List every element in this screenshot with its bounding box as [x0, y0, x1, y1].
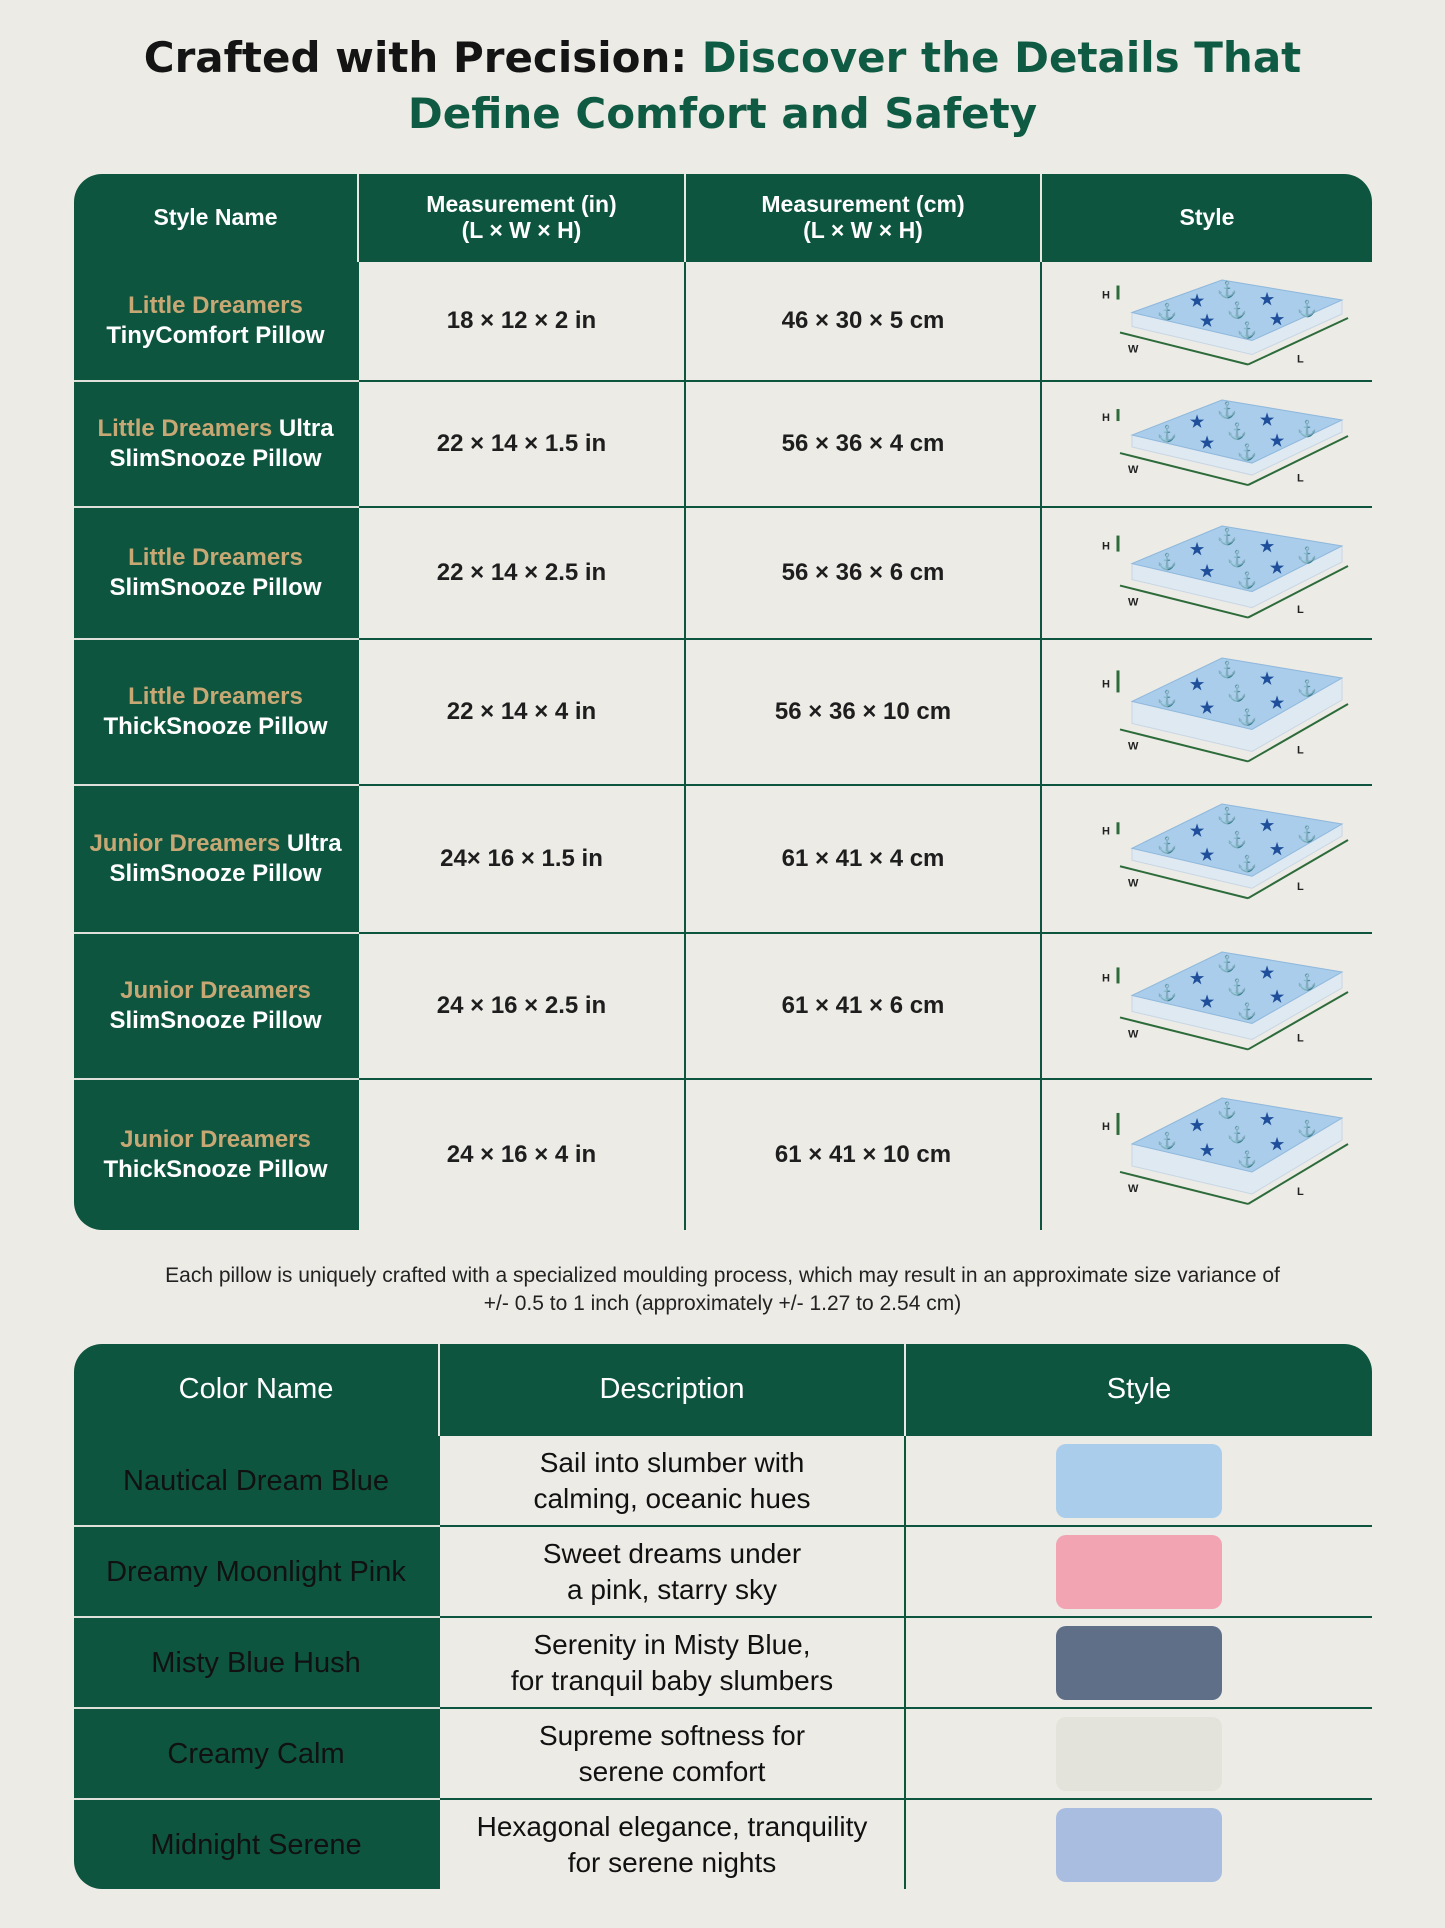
header-measurement-cm-unit: (L × W × H)	[803, 217, 923, 243]
measurement-cm-cell: 56 × 36 × 10 cm	[685, 639, 1041, 785]
measurement-cm-cell: 46 × 30 × 5 cm	[685, 261, 1041, 381]
height-label: H	[1102, 825, 1110, 838]
pillow-illustration	[1062, 1086, 1352, 1224]
star-icon: ★	[1269, 432, 1285, 450]
measurement-cm-cell: 56 × 36 × 6 cm	[685, 507, 1041, 639]
star-icon: ⚓	[1227, 685, 1247, 703]
height-label: H	[1102, 289, 1110, 302]
star-icon: ⚓	[1227, 1126, 1247, 1144]
star-icon: ★	[1259, 965, 1275, 983]
star-icon: ⚓	[1297, 1120, 1317, 1138]
model-name: ThickSnooze Pillow	[103, 1156, 328, 1183]
header-style: Style	[1041, 173, 1373, 261]
pillow-style-cell	[1041, 639, 1373, 785]
star-icon: ⚓	[1297, 421, 1317, 439]
width-label: W	[1128, 740, 1139, 753]
measurement-in-cell: 24 × 16 × 2.5 in	[358, 933, 685, 1079]
measurement-cm-cell: 61 × 41 × 6 cm	[685, 933, 1041, 1079]
model-name: SlimSnooze Pillow	[109, 860, 322, 887]
star-icon: ⚓	[1157, 837, 1177, 855]
model-name: SlimSnooze Pillow	[109, 574, 322, 601]
pillow-illustration	[1062, 268, 1352, 374]
color-name-cell: Misty Blue Hush	[73, 1617, 439, 1708]
color-style-cell	[905, 1708, 1373, 1799]
description-line1: Sweet dreams under	[542, 1537, 802, 1569]
star-icon: ⚓	[1297, 300, 1317, 318]
style-name-cell	[73, 639, 358, 785]
size-table	[72, 172, 1374, 1232]
star-icon: ★	[1199, 563, 1215, 581]
star-icon: ★	[1189, 676, 1205, 694]
height-label: H	[1102, 678, 1110, 691]
description-line1: Serenity in Misty Blue,	[533, 1628, 811, 1660]
color-table	[72, 1342, 1374, 1891]
brand-suffix: Ultra	[278, 415, 334, 442]
star-icon: ⚓	[1217, 402, 1237, 420]
style-name-cell	[73, 261, 358, 381]
pillow-style-cell	[1041, 261, 1373, 381]
size-table-row	[73, 933, 1373, 1079]
star-icon: ⚓	[1297, 974, 1317, 992]
color-description-cell	[439, 1708, 905, 1799]
color-style-cell	[905, 1526, 1373, 1617]
color-table-row	[73, 1617, 1373, 1708]
header-measurement-in-unit: (L × W × H)	[461, 217, 582, 243]
brand-name: Junior Dreamers	[120, 977, 311, 1004]
color-swatch	[1056, 1808, 1222, 1882]
model-name: ThickSnooze Pillow	[103, 713, 328, 740]
header-measurement-cm	[685, 173, 1041, 261]
color-name-cell: Midnight Serene	[73, 1799, 439, 1890]
star-icon: ★	[1199, 313, 1215, 331]
description-line1: Hexagonal elegance, tranquility	[476, 1810, 868, 1842]
star-icon: ★	[1189, 970, 1205, 988]
color-name-cell: Creamy Calm	[73, 1708, 439, 1799]
header-color-style: Style	[905, 1343, 1373, 1435]
brand-name: Little Dreamers	[128, 292, 303, 319]
size-table-row	[73, 507, 1373, 639]
star-icon: ★	[1259, 538, 1275, 556]
star-icon: ⚓	[1227, 302, 1247, 320]
pillow-style-cell	[1041, 381, 1373, 507]
size-table-row	[73, 1079, 1373, 1231]
star-icon: ★	[1269, 311, 1285, 329]
star-icon: ★	[1269, 1136, 1285, 1154]
description-line2: a pink, starry sky	[566, 1573, 778, 1605]
title-part2: Discover the Details That	[701, 33, 1302, 82]
star-icon: ⚓	[1227, 979, 1247, 997]
width-label: W	[1128, 877, 1139, 890]
color-description-cell	[439, 1435, 905, 1526]
brand-name: Little Dreamers	[97, 415, 273, 442]
color-description-cell	[439, 1526, 905, 1617]
star-icon: ⚓	[1237, 322, 1257, 340]
size-variance-note	[60, 1262, 1385, 1318]
star-icon: ⚓	[1157, 984, 1177, 1002]
star-icon: ★	[1189, 414, 1205, 432]
style-name-cell	[73, 933, 358, 1079]
page-title	[0, 30, 1445, 142]
measurement-in-cell: 24× 16 × 1.5 in	[358, 785, 685, 933]
width-label: W	[1128, 596, 1139, 609]
star-icon: ★	[1199, 994, 1215, 1012]
star-icon: ⚓	[1157, 690, 1177, 708]
color-table-header	[73, 1343, 1373, 1435]
star-icon: ⚓	[1217, 955, 1237, 973]
color-name-cell: Nautical Dream Blue	[73, 1435, 439, 1526]
length-label: L	[1297, 1185, 1304, 1198]
color-description-cell	[439, 1799, 905, 1890]
pillow-illustration	[1062, 792, 1352, 926]
brand-name: Junior Dreamers	[120, 1126, 311, 1153]
length-label: L	[1297, 744, 1304, 757]
pillow-style-cell	[1041, 507, 1373, 639]
color-swatch	[1056, 1717, 1222, 1791]
model-name: SlimSnooze Pillow	[109, 445, 322, 472]
star-icon: ★	[1189, 541, 1205, 559]
pillow-illustration	[1062, 388, 1352, 500]
star-icon: ★	[1259, 411, 1275, 429]
description-line1: Sail into slumber with	[539, 1446, 805, 1478]
size-table-header	[73, 173, 1373, 261]
height-label: H	[1102, 972, 1110, 985]
star-icon: ⚓	[1227, 832, 1247, 850]
pillow-illustration	[1062, 646, 1352, 778]
color-swatch	[1056, 1626, 1222, 1700]
color-swatch	[1056, 1444, 1222, 1518]
height-label: H	[1102, 1120, 1110, 1133]
description-line1: Supreme softness for	[538, 1719, 806, 1751]
color-description-cell	[439, 1617, 905, 1708]
measurement-in-cell: 22 × 14 × 2.5 in	[358, 507, 685, 639]
color-style-cell	[905, 1617, 1373, 1708]
length-label: L	[1297, 472, 1304, 485]
star-icon: ⚓	[1237, 856, 1257, 874]
star-icon: ⚓	[1297, 547, 1317, 565]
header-measurement-cm-label: Measurement (cm)	[761, 191, 965, 217]
description-line2: serene comfort	[578, 1755, 766, 1787]
star-icon: ⚓	[1217, 528, 1237, 546]
length-label: L	[1297, 353, 1304, 366]
size-table-row	[73, 381, 1373, 507]
width-label: W	[1128, 1028, 1139, 1041]
width-label: W	[1128, 343, 1139, 356]
size-table-row	[73, 639, 1373, 785]
brand-name: Junior Dreamers	[89, 830, 281, 857]
pillow-style-cell	[1041, 1079, 1373, 1231]
width-label: W	[1128, 1182, 1139, 1195]
star-icon: ★	[1189, 1117, 1205, 1135]
star-icon: ★	[1199, 846, 1215, 864]
color-table-row	[73, 1799, 1373, 1890]
pillow-style-cell	[1041, 785, 1373, 933]
brand-name: Little Dreamers	[128, 544, 303, 571]
star-icon: ⚓	[1297, 680, 1317, 698]
length-label: L	[1297, 881, 1304, 894]
star-icon: ★	[1269, 695, 1285, 713]
star-icon: ★	[1189, 292, 1205, 310]
header-measurement-in-label: Measurement (in)	[426, 191, 617, 217]
star-icon: ⚓	[1157, 553, 1177, 571]
style-name-cell	[73, 785, 358, 933]
star-icon: ★	[1259, 291, 1275, 309]
star-icon: ★	[1259, 1111, 1275, 1129]
description-line2: for tranquil baby slumbers	[510, 1664, 834, 1696]
star-icon: ★	[1259, 671, 1275, 689]
width-label: W	[1128, 464, 1139, 477]
star-icon: ⚓	[1237, 572, 1257, 590]
measurement-cm-cell: 61 × 41 × 4 cm	[685, 785, 1041, 933]
length-label: L	[1297, 1032, 1304, 1045]
star-icon: ⚓	[1297, 826, 1317, 844]
color-table-row	[73, 1435, 1373, 1526]
star-icon: ⚓	[1217, 661, 1237, 679]
header-style-name: Style Name	[73, 173, 358, 261]
star-icon: ★	[1199, 1142, 1215, 1160]
height-label: H	[1102, 412, 1110, 425]
star-icon: ⚓	[1237, 444, 1257, 462]
brand-suffix: Ultra	[286, 830, 342, 857]
note-line2: +/- 0.5 to 1 inch (approximately +/- 1.27 to 2.54 cm)	[483, 1292, 962, 1315]
star-icon: ⚓	[1217, 1102, 1237, 1120]
star-icon: ⚓	[1157, 425, 1177, 443]
model-name: TinyComfort Pillow	[106, 322, 325, 349]
color-swatch	[1056, 1535, 1222, 1609]
star-icon: ★	[1269, 560, 1285, 578]
size-table-row	[73, 785, 1373, 933]
style-name-cell	[73, 507, 358, 639]
star-icon: ⚓	[1217, 282, 1237, 300]
title-part3: Define Comfort and Safety	[407, 89, 1038, 138]
description-line2: calming, oceanic hues	[533, 1482, 811, 1514]
star-icon: ★	[1199, 700, 1215, 718]
star-icon: ⚓	[1227, 423, 1247, 441]
style-name-cell	[73, 1079, 358, 1231]
measurement-in-cell: 22 × 14 × 1.5 in	[358, 381, 685, 507]
model-name: SlimSnooze Pillow	[109, 1007, 322, 1034]
size-table-row	[73, 261, 1373, 381]
star-icon: ⚓	[1217, 808, 1237, 826]
header-measurement-in	[358, 173, 685, 261]
color-style-cell	[905, 1799, 1373, 1890]
color-table-row	[73, 1526, 1373, 1617]
star-icon: ⚓	[1227, 550, 1247, 568]
pillow-style-cell	[1041, 933, 1373, 1079]
star-icon: ★	[1269, 841, 1285, 859]
header-color-name: Color Name	[73, 1343, 439, 1435]
measurement-in-cell: 18 × 12 × 2 in	[358, 261, 685, 381]
star-icon: ★	[1189, 822, 1205, 840]
measurement-in-cell: 22 × 14 × 4 in	[358, 639, 685, 785]
star-icon: ★	[1199, 435, 1215, 453]
length-label: L	[1297, 603, 1304, 616]
pillow-illustration	[1062, 940, 1352, 1072]
note-line1: Each pillow is uniquely crafted with a specialized moulding process, which may result in an approximate size variance of	[165, 1264, 1280, 1287]
height-label: H	[1102, 540, 1110, 553]
title-part1: Crafted with Precision:	[143, 33, 688, 82]
star-icon: ★	[1259, 817, 1275, 835]
header-description: Description	[439, 1343, 905, 1435]
star-icon: ⚓	[1157, 1132, 1177, 1150]
measurement-in-cell: 24 × 16 × 4 in	[358, 1079, 685, 1231]
star-icon: ⚓	[1237, 1003, 1257, 1021]
star-icon: ★	[1269, 989, 1285, 1007]
color-style-cell	[905, 1435, 1373, 1526]
style-name-cell	[73, 381, 358, 507]
star-icon: ⚓	[1237, 709, 1257, 727]
pillow-illustration	[1062, 514, 1352, 632]
color-table-row	[73, 1708, 1373, 1799]
description-line2: for serene nights	[567, 1846, 777, 1878]
measurement-cm-cell: 56 × 36 × 4 cm	[685, 381, 1041, 507]
measurement-cm-cell: 61 × 41 × 10 cm	[685, 1079, 1041, 1231]
star-icon: ⚓	[1157, 303, 1177, 321]
color-name-cell: Dreamy Moonlight Pink	[73, 1526, 439, 1617]
brand-name: Little Dreamers	[128, 683, 303, 710]
star-icon: ⚓	[1237, 1151, 1257, 1169]
